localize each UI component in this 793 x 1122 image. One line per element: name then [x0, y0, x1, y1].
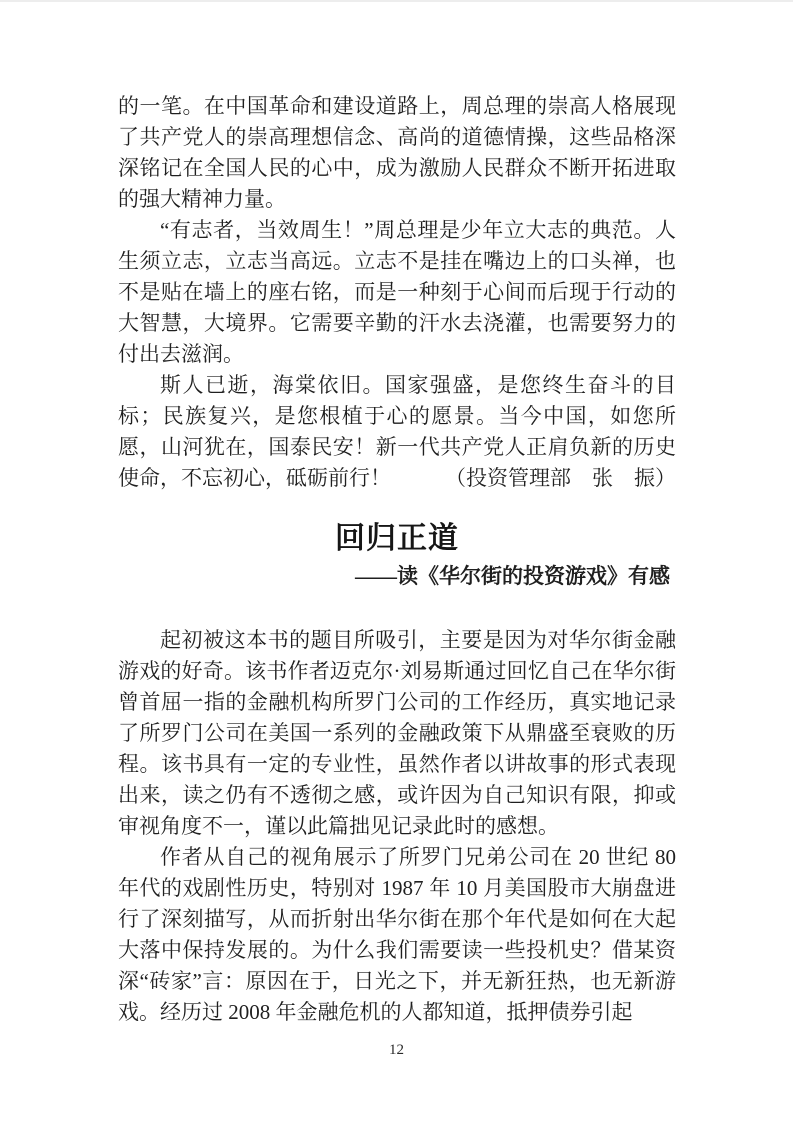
text-column [118, 91, 676, 1028]
paragraph: 起初被这本书的题目所吸引，主要是因为对华尔街金融游戏的好奇。该书作者迈克尔·刘易斯通过回忆自己在华尔街曾首屈一指的金融机构所罗门公司的工作经历，真实地记录了所罗门公司在美国一系列的金融政策下从鼎盛至衰败的历程。该书具有一定的专业性，虽然作者以讲故事的形式表现出来，读之仍有不透彻之感，或许因为自己知识有限，抑或审视角度不一，谨以此篇拙见记录此时的感想。 [118, 628, 676, 838]
paragraph-continuation: 的一笔。在中国革命和建设道路上，周总理的崇高人格展现了共产党人的崇高理想信念、高尚的道德情操，这些品格深深铭记在全国人民的心中，成为激励人民群众不断开拓进取的强大精神力量。 [118, 94, 676, 211]
paragraph: 作者从自己的视角展示了所罗门兄弟公司在 20 世纪 80 年代的戏剧性历史，特别对 1987 年 10 月美国股市大崩盘进行了深刻描写，从而折射出华尔街在那个年代是如何在大起大落中保持发展的。为什么我们需要读一些投机史？借某资深“砖家”言：原因在于，日光之下，并无新狂热，也无新游戏。经历过 2008 年金融危机的人都知道，抵押债券引起 [118, 845, 676, 1024]
paragraph: “有志者，当效周生！”周总理是少年立大志的典范。人生须立志，立志当高远。立志不是挂在嘴边上的口头禅，也不是贴在墙上的座右铭，而是一种刻于心间而后现于行动的大智慧，大境界。它需要辛勤的汗水去浇灌，也需要努力的付出去滋润。 [118, 218, 676, 366]
article-subtitle: ——读《华尔街的投资游戏》有感 [355, 564, 670, 588]
author-attribution: （投资管理部 张 振） [445, 466, 676, 490]
page-number: 12 [389, 1042, 404, 1058]
article-title: 回归正道 [335, 522, 459, 555]
paragraph: 斯人已逝，海棠依旧。国家强盛，是您终生奋斗的目标；民族复兴，是您根植于心的愿景。当今中国，如您所愿，山河犹在，国泰民安！新一代共产党人正肩负新的历史使命，不忘初心，砥砺前行！ [118, 373, 676, 490]
